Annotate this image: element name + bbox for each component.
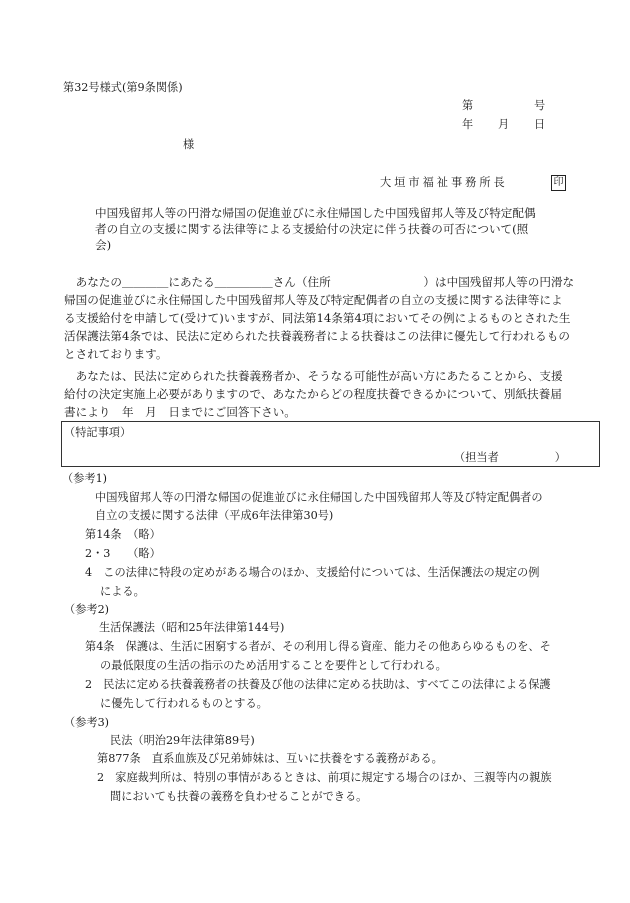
ref1-article-14: 第14条 （略） xyxy=(85,528,161,541)
doc-number-label: 第 xyxy=(462,99,474,112)
body-p1-line-5: とされております。 xyxy=(64,347,168,361)
special-notes-label: （特記事項） xyxy=(64,426,132,439)
ref2-article-2-line-2: に優先して行われるものとする。 xyxy=(100,697,268,710)
addressee-suffix: 様 xyxy=(183,138,195,151)
ref1-label: （参考1) xyxy=(62,472,108,485)
body-p1-line-4: 活保護法第4条では、民法に定められた扶養義務者による扶養はこの法律に優先して行われるもの xyxy=(64,329,570,343)
date-year-label: 年 xyxy=(462,118,474,131)
title-line-3: 会) xyxy=(95,238,112,252)
ref1-article-2-3: 2・3 （略） xyxy=(85,547,161,560)
ref1-article-4-line-1: 4 この法律に特段の定めがある場合のほか、支援給付については、生活保護法の規定の例 xyxy=(85,566,540,579)
ref2-label: （参考2) xyxy=(64,603,110,616)
body-p2-line-2: 給付の決定実施上必要がありますので、あなたからどの程度扶養できるかについて、別紙扶養届 xyxy=(64,387,562,401)
body-p2-line-3: 書により 年 月 日までにご回答下さい。 xyxy=(64,405,296,419)
body-p1-line-1: あなたの＿＿＿＿にあたる＿＿＿＿＿さん（住所 ）は中国残留邦人等の円滑な xyxy=(64,275,575,289)
ref1-law-line-2: 自立の支援に関する法律（平成6年法律第30号) xyxy=(95,509,334,522)
ref3-article-2-line-1: 2 家庭裁判所は、特別の事情があるときは、前項に規定する場合のほか、三親等内の親族 xyxy=(97,771,552,784)
ref2-article-4-line-2: の最低限度の生活の指示のため活用することを要件として行われる。 xyxy=(100,659,447,672)
ref2-law-name: 生活保護法（昭和25年法律第144号) xyxy=(99,621,285,634)
title-line-1: 中国残留邦人等の円滑な帰国の促進並びに永住帰国した中国残留邦人等及び特定配偶 xyxy=(95,206,536,220)
ref3-article-877: 第877条 直系血族及び兄弟姉妹は、互いに扶養をする義務がある。 xyxy=(97,752,443,765)
body-p2-line-1: あなたは、民法に定められた扶養義務者か、そうなる可能性が高い方にあたることから、支援 xyxy=(64,369,563,383)
body-p1-line-3: る支援給付を申請して(受けて)いますが、同法第14条第4項においてその例によるものとされた生 xyxy=(64,311,571,325)
date-day-label: 日 xyxy=(534,118,546,131)
ref3-law-name: 民法（明治29年法律第89号) xyxy=(110,734,255,747)
title-line-2: 者の自立の支援に関する法律等による支援給付の決定に伴う扶養の可否について(照 xyxy=(95,222,529,236)
person-in-charge: （担当者 ） xyxy=(454,451,566,464)
doc-number-suffix: 号 xyxy=(534,99,546,112)
special-notes-box xyxy=(61,421,600,467)
ref2-article-2-line-1: 2 民法に定める扶養義務者の扶養及び他の法律に定める扶助は、すべてこの法律による保護 xyxy=(85,678,551,691)
ref3-article-2-line-2: 間においても扶養の義務を負わせることができる。 xyxy=(110,790,368,803)
seal-box: 印 xyxy=(551,175,566,191)
issuer-name: 大垣市福祉事務所長 xyxy=(380,176,508,189)
ref1-law-line-1: 中国残留邦人等の円滑な帰国の促進並びに永住帰国した中国残留邦人等及び特定配偶者の xyxy=(95,491,543,504)
ref3-label: （参考3) xyxy=(64,716,110,729)
ref2-article-4-line-1: 第4条 保護は、生活に困窮する者が、その利用し得る資産、能力その他あらゆるものを、そ xyxy=(85,640,551,653)
ref1-article-4-line-2: による。 xyxy=(100,585,145,598)
body-p1-line-2: 帰国の促進並びに永住帰国した中国残留邦人等及び特定配偶者の自立の支援に関する法律等によ xyxy=(64,293,563,307)
date-month-label: 月 xyxy=(498,118,510,131)
form-number: 第32号様式(第9条関係) xyxy=(63,81,183,94)
